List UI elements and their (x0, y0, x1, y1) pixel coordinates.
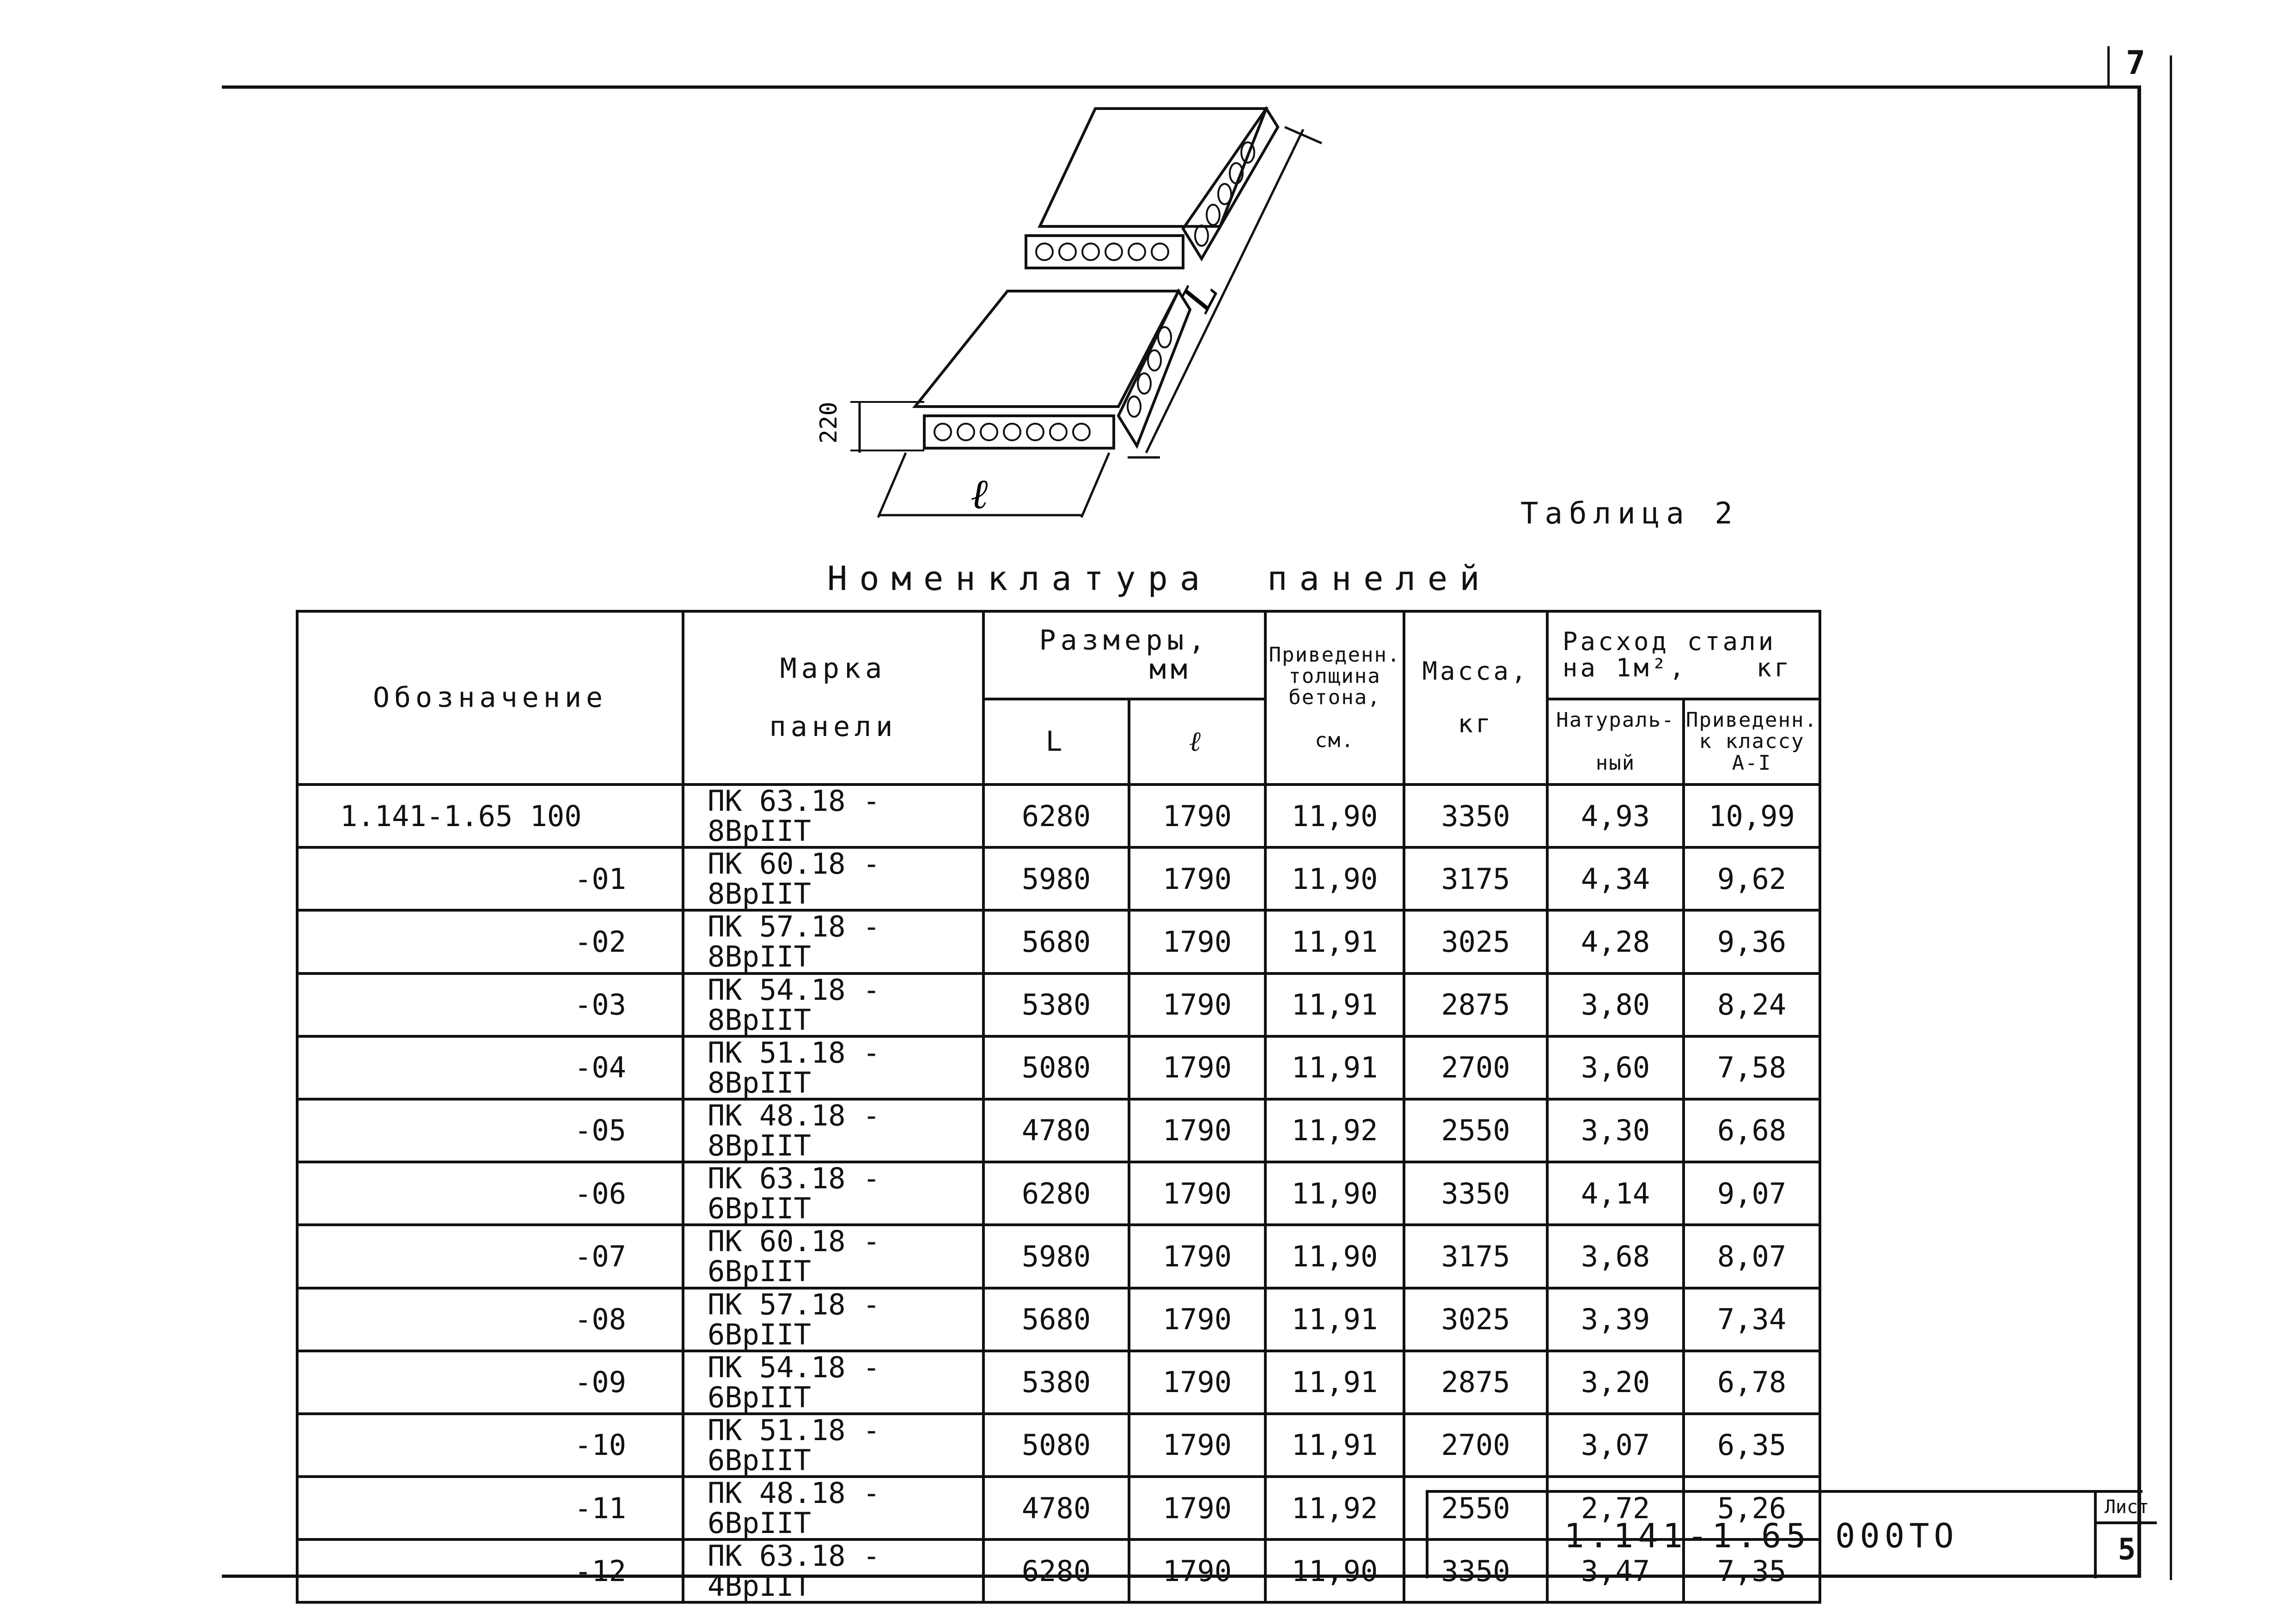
header-length-L: L (983, 699, 1129, 785)
thickness-cell: 11,91 (1265, 973, 1404, 1036)
sheet-number: 5 (2118, 1533, 2136, 1567)
length-cell: 5980 (983, 1225, 1129, 1288)
mass-cell: 3025 (1404, 910, 1547, 973)
mark-cell: ПК 60.18 - 8ВрIIТ (683, 847, 983, 910)
thickness-cell: 11,90 (1265, 1539, 1404, 1602)
designation-cell: -06 (297, 1162, 683, 1225)
page-number: 7 (2126, 44, 2146, 82)
steel-reduced-cell: 10,99 (1684, 785, 1820, 847)
designation-cell: -07 (297, 1225, 683, 1288)
header-thickness: Приведенн. толщина бетона, см. (1265, 611, 1404, 785)
designation-cell: -12 (297, 1539, 683, 1602)
table-row (297, 973, 1820, 1036)
width-cell: 1790 (1129, 1477, 1265, 1539)
top-frame-line (222, 85, 2137, 89)
designation-cell: -08 (297, 1288, 683, 1351)
header-designation: Обозначение (297, 611, 683, 785)
steel-natural-cell: 3,30 (1547, 1099, 1684, 1162)
length-cell: 6280 (983, 785, 1129, 847)
header-width-b: ℓ (1129, 699, 1265, 785)
table-row (297, 847, 1820, 910)
header-dimensions: Размеры, мм (983, 611, 1265, 699)
steel-reduced-cell: 9,36 (1684, 910, 1820, 973)
steel-natural-cell: 3,20 (1547, 1351, 1684, 1414)
thickness-cell: 11,91 (1265, 1288, 1404, 1351)
steel-natural-cell: 3,07 (1547, 1414, 1684, 1477)
mass-cell: 2700 (1404, 1036, 1547, 1099)
thickness-cell: 11,91 (1265, 1351, 1404, 1414)
dimension-length-label: L (1172, 272, 1228, 319)
width-cell: 1790 (1129, 1539, 1265, 1602)
header-steel-consumption: Расход стали на 1м², кг (1547, 611, 1820, 699)
steel-natural-cell: 3,39 (1547, 1288, 1684, 1351)
length-cell: 5380 (983, 1351, 1129, 1414)
steel-natural-cell: 4,34 (1547, 847, 1684, 910)
thickness-cell: 11,90 (1265, 1162, 1404, 1225)
corner-box-left-line (2107, 46, 2110, 88)
width-cell: 1790 (1129, 1099, 1265, 1162)
length-cell: 4780 (983, 1477, 1129, 1539)
steel-natural-cell: 4,14 (1547, 1162, 1684, 1225)
steel-reduced-cell: 9,07 (1684, 1162, 1820, 1225)
mass-cell: 2875 (1404, 973, 1547, 1036)
table-row (297, 1162, 1820, 1225)
panel-nomenclature-table (296, 610, 1821, 1604)
header-reduced-class: Приведенн. к классу А-I (1684, 699, 1820, 785)
designation-cell: -05 (297, 1099, 683, 1162)
thickness-cell: 11,91 (1265, 910, 1404, 973)
mass-cell: 3025 (1404, 1288, 1547, 1351)
sheet-label: Лист (2097, 1493, 2157, 1524)
corner-box-right-line (2170, 55, 2172, 1580)
designation-cell: -03 (297, 973, 683, 1036)
length-cell: 5380 (983, 973, 1129, 1036)
steel-natural-cell: 4,28 (1547, 910, 1684, 973)
mark-cell: ПК 63.18 - 6ВрIIТ (683, 1162, 983, 1225)
length-cell: 4780 (983, 1099, 1129, 1162)
thickness-cell: 11,91 (1265, 1414, 1404, 1477)
steel-reduced-cell: 6,35 (1684, 1414, 1820, 1477)
steel-reduced-cell: 7,35 (1684, 1539, 1820, 1602)
mark-cell: ПК 54.18 - 6ВрIIТ (683, 1351, 983, 1414)
mark-cell: ПК 57.18 - 6ВрIIТ (683, 1288, 983, 1351)
width-cell: 1790 (1129, 1414, 1265, 1477)
header-mark: Марка панели (683, 611, 983, 785)
designation-cell: -09 (297, 1351, 683, 1414)
steel-natural-cell: 4,93 (1547, 785, 1684, 847)
thickness-cell: 11,90 (1265, 1225, 1404, 1288)
mass-cell: 2875 (1404, 1351, 1547, 1414)
table-row (297, 1414, 1820, 1477)
steel-reduced-cell: 9,62 (1684, 847, 1820, 910)
steel-natural-cell: 3,47 (1547, 1539, 1684, 1602)
mark-cell: ПК 51.18 - 6ВрIIТ (683, 1414, 983, 1477)
mark-cell: ПК 63.18 - 8ВрIIТ (683, 785, 983, 847)
thickness-cell: 11,90 (1265, 847, 1404, 910)
mass-cell: 2550 (1404, 1099, 1547, 1162)
width-cell: 1790 (1129, 1351, 1265, 1414)
right-frame-line (2137, 85, 2141, 1578)
steel-reduced-cell: 6,78 (1684, 1351, 1820, 1414)
table-row (297, 785, 1820, 847)
mark-cell: ПК 48.18 - 6ВрIIТ (683, 1477, 983, 1539)
mass-cell: 3350 (1404, 1539, 1547, 1602)
table-row (297, 910, 1820, 973)
designation-cell: -10 (297, 1414, 683, 1477)
width-cell: 1790 (1129, 973, 1265, 1036)
table-row (297, 1099, 1820, 1162)
steel-natural-cell: 3,60 (1547, 1036, 1684, 1099)
designation-cell: -01 (297, 847, 683, 910)
width-cell: 1790 (1129, 847, 1265, 910)
width-cell: 1790 (1129, 1225, 1265, 1288)
table-row (297, 1351, 1820, 1414)
document-code: 1.141-1.65 000ТО (1564, 1516, 1959, 1555)
table-row (297, 1036, 1820, 1099)
length-cell: 6280 (983, 1539, 1129, 1602)
steel-reduced-cell: 7,34 (1684, 1288, 1820, 1351)
table-row (297, 1288, 1820, 1351)
mass-cell: 3175 (1404, 847, 1547, 910)
width-cell: 1790 (1129, 1288, 1265, 1351)
table-title (827, 559, 1492, 598)
dimension-height-label: 220 (815, 401, 842, 444)
sheet-box (2094, 1493, 2157, 1578)
lower-panel-front-face (924, 416, 1114, 448)
steel-reduced-cell: 8,07 (1684, 1225, 1820, 1288)
mark-cell: ПК 54.18 - 8ВрIIТ (683, 973, 983, 1036)
steel-reduced-cell: 7,58 (1684, 1036, 1820, 1099)
lower-panel-end-face (1118, 291, 1190, 446)
header-natural: Натураль- ный (1547, 699, 1684, 785)
length-cell: 5680 (983, 1288, 1129, 1351)
length-cell: 6280 (983, 1162, 1129, 1225)
thickness-cell: 11,92 (1265, 1099, 1404, 1162)
table-title-word1: Номенклатура (827, 559, 1212, 598)
mass-cell: 3350 (1404, 1162, 1547, 1225)
designation-cell: -02 (297, 910, 683, 973)
length-cell: 5080 (983, 1414, 1129, 1477)
width-cell: 1790 (1129, 1162, 1265, 1225)
mark-cell: ПК 48.18 - 8ВрIIТ (683, 1099, 983, 1162)
header-mass: Масса, кг (1404, 611, 1547, 785)
steel-reduced-cell: 5,26 (1684, 1477, 1820, 1539)
steel-natural-cell: 3,68 (1547, 1225, 1684, 1288)
steel-reduced-cell: 6,68 (1684, 1099, 1820, 1162)
mark-cell: ПК 63.18 - 4ВрIIТ (683, 1539, 983, 1602)
panel-isometric-drawing (815, 102, 1340, 518)
length-cell: 5080 (983, 1036, 1129, 1099)
thickness-cell: 11,91 (1265, 1036, 1404, 1099)
steel-reduced-cell: 8,24 (1684, 973, 1820, 1036)
steel-natural-cell: 3,80 (1547, 973, 1684, 1036)
table-row (297, 1225, 1820, 1288)
designation-cell: 1.141-1.65 100 (297, 785, 683, 847)
upper-panel-end-face (1183, 109, 1278, 259)
mark-cell: ПК 57.18 - 8ВрIIТ (683, 910, 983, 973)
thickness-cell: 11,92 (1265, 1477, 1404, 1539)
mark-cell: ПК 60.18 - 6ВрIIТ (683, 1225, 983, 1288)
width-cell: 1790 (1129, 1036, 1265, 1099)
mark-cell: ПК 51.18 - 8ВрIIТ (683, 1036, 983, 1099)
table-title-word2: панелей (1267, 559, 1492, 598)
designation-cell: -11 (297, 1477, 683, 1539)
width-cell: 1790 (1129, 785, 1265, 847)
mass-cell: 2700 (1404, 1414, 1547, 1477)
dimension-width-label: ℓ (970, 470, 988, 518)
title-block (1426, 1490, 2149, 1578)
mass-cell: 3350 (1404, 785, 1547, 847)
steel-natural-cell: 2,72 (1547, 1477, 1684, 1539)
mass-cell: 2550 (1404, 1477, 1547, 1539)
length-cell: 5980 (983, 847, 1129, 910)
table-label: Таблица 2 (1520, 497, 1739, 531)
thickness-cell: 11,90 (1265, 785, 1404, 847)
length-cell: 5680 (983, 910, 1129, 973)
upper-panel-top-face (1040, 109, 1266, 226)
designation-cell: -04 (297, 1036, 683, 1099)
mass-cell: 3175 (1404, 1225, 1547, 1288)
width-cell: 1790 (1129, 910, 1265, 973)
